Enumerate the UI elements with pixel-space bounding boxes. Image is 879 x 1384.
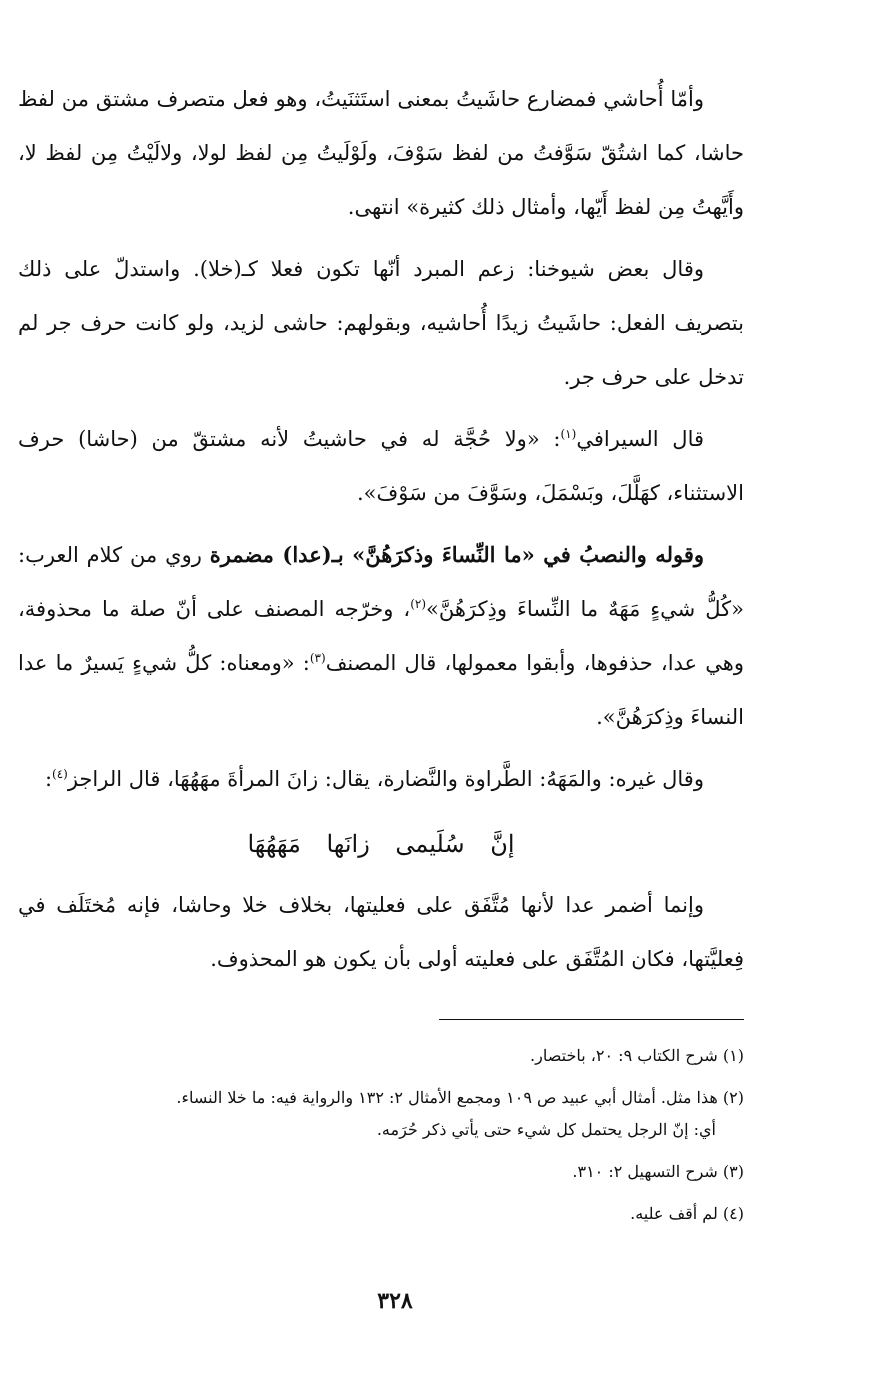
footnotes (18, 1040, 744, 1240)
paragraph-1: وأمّا أُحاشي فمضارع حاشَيتُ بمعنى استَثنَيتُ، وهو فعل متصرف مشتق من لفظ حاشا، كما اشتُقّ سَوَّفتُ من لفظ سَوْفَ، ولَوْلَيتُ مِن لفظ لولا، ولالَيْتُ مِن لفظ لا، وأَيَّهتُ مِن لفظ أَيّها، وأمثال ذلك كثيرة» انتهى. (18, 87, 744, 219)
paragraph-4-mid2: ، وخرّجه المصنف على أنّ صلة ما محذوفة، وهي عدا، حذفوها، وأبقوا معمولها، قال المصنف (18, 597, 744, 675)
paragraph-3 (18, 412, 744, 520)
paragraph-5-rest: : (44, 767, 53, 791)
page-body (18, 72, 744, 994)
footnote-separator (439, 1019, 744, 1020)
paragraph-3-lead: قال السيرافي (576, 427, 705, 451)
paragraph-5 (18, 752, 744, 806)
footnote-ref-1: (١) (560, 427, 577, 441)
paragraph-4-mid3: : «ومعناه: كلُّ شيءٍ يَسيرٌ ما عدا النساءَ وذِكرَهُنَّ». (18, 651, 744, 729)
paragraph-4-lead: وقوله والنصبُ في «ما النِّساءَ وذكرَهُنَّ» بـ(عدا) مضمرة (209, 542, 704, 567)
footnote-2-continuation: أي: إنّ الرجل يحتمل كل شيء حتى يأتي ذكر حُرَمه. (376, 1120, 716, 1139)
paragraph-2: وقال بعض شيوخنا: زعم المبرد أنّها تكون فعلا كـ(خلا). واستدلّ على ذلك بتصريف الفعل: حاشَيتُ زيدًا أُحاشيه، وبقولهم: حاشى لزيد، ولو كانت حرف جر لم تدخل على حرف جر. (18, 257, 744, 389)
paragraph-4-mid1: روي من كلام العرب: «كُلُّ شيءٍ مَهَهٌ ما النِّساءَ وذِكرَهُنَّ» (18, 543, 745, 621)
closing-paragraph: وإنما أضمر عدا لأنها مُتَّفَق على فعليتها، بخلاف خلا وحاشا، فإنه مُختَلَف في فِعليَّتها، فكان المُتَّفَق على فعليته أولى بأن يكون هو المحذوف. (18, 893, 744, 971)
paragraph-3-rest: : «ولا حُجَّة له في حاشيتُ لأنه مشتقّ من (حاشا) حرف الاستثناء، كهَلَّلَ، وبَسْمَلَ، وسَوَّفَ من سَوْفَ». (18, 427, 744, 505)
page-number: ٣٢٨ (377, 1288, 413, 1314)
footnote-ref-4: (٤) (52, 767, 68, 781)
footnote-ref-2: (٢) (410, 597, 427, 611)
footnote-1: (١) شرح الكتاب ٩: ٢٠، باختصار. (530, 1046, 744, 1065)
footnote-4: (٤) لم أقف عليه. (630, 1204, 744, 1223)
footnote-3: (٣) شرح التسهيل ٢: ٣١٠. (572, 1162, 744, 1181)
footnote-ref-3: (٣) (309, 651, 326, 665)
paragraph-5-lead: وقال غيره: والمَهَهُ: الطَّراوة والنَّضارة، يقال: زانَ المرأةَ مهَهُهَا، قال الراجز (67, 767, 704, 791)
verse-line: إنَّ سُلَيمى زانَها مَهَهُهَا (247, 830, 515, 858)
footnote-2: (٢) هذا مثل. أمثال أبي عبيد ص ١٠٩ ومجمع الأمثال ٢: ١٣٢ والرواية فيه: ما خلا النساء. (176, 1088, 744, 1107)
paragraph-4 (18, 528, 744, 744)
